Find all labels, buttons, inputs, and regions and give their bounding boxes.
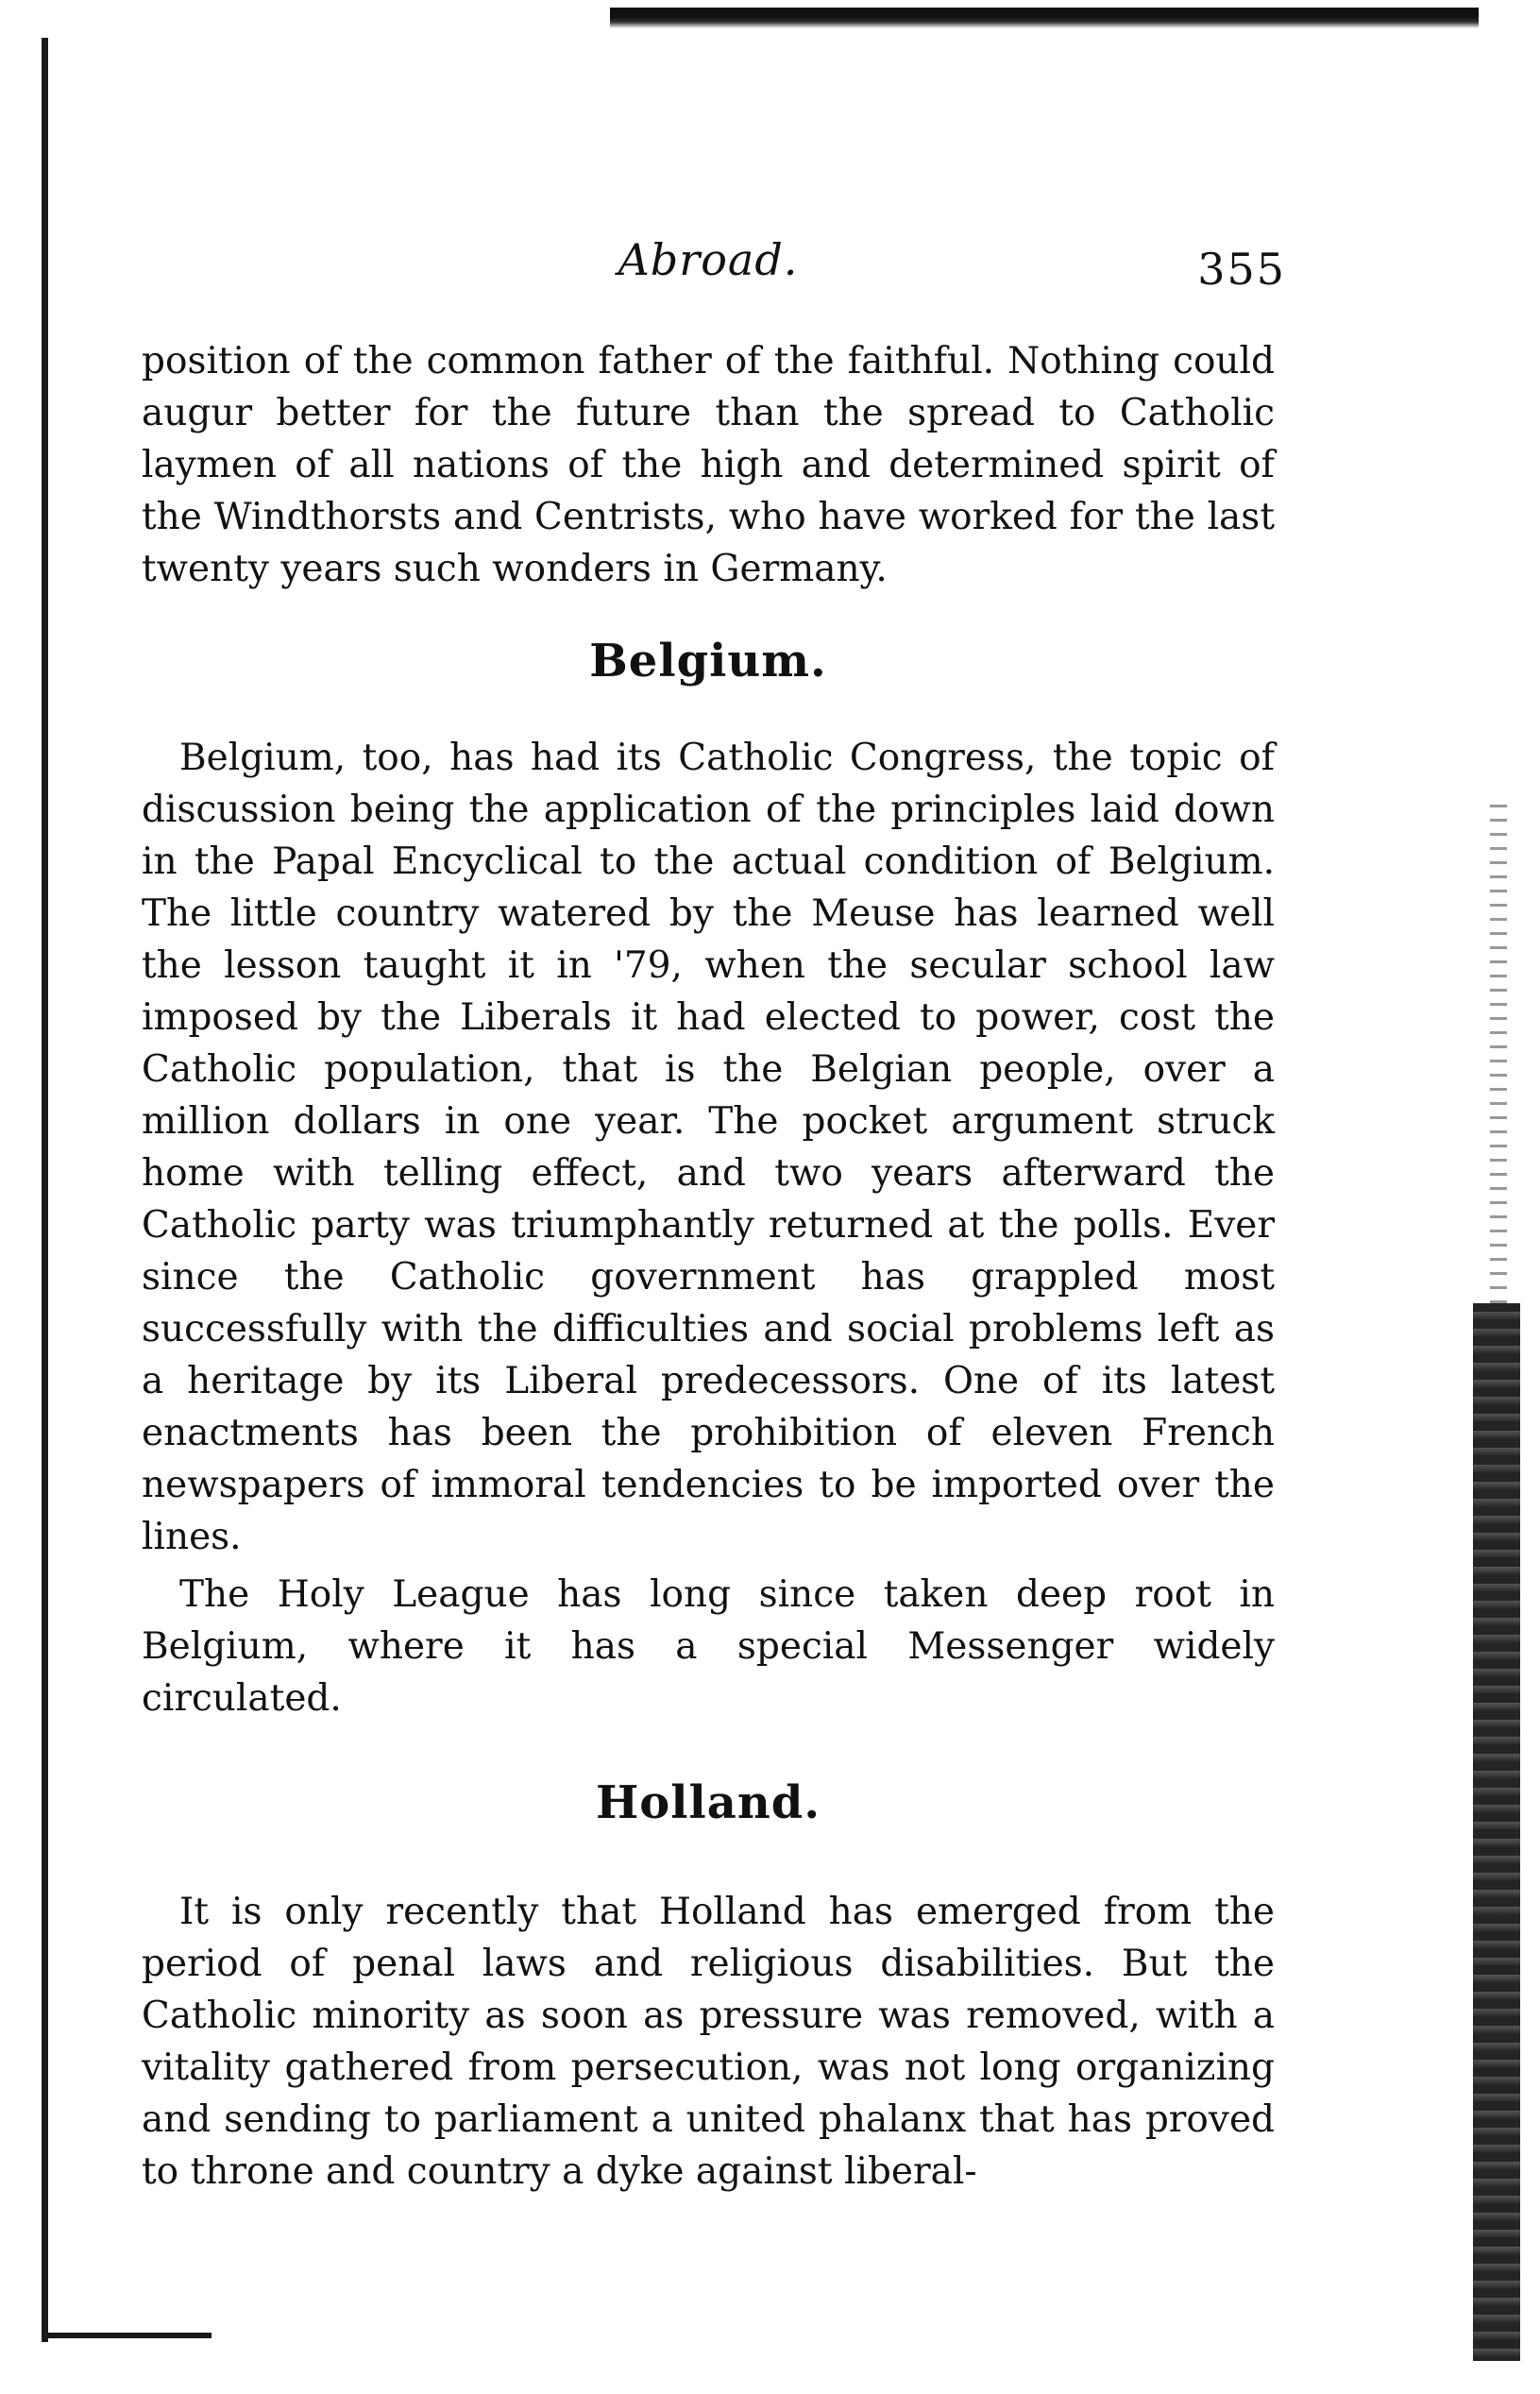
scan-border-right-faint <box>1490 793 1507 1303</box>
scan-border-top <box>610 8 1479 28</box>
section-heading-holland: Holland. <box>595 1776 821 1829</box>
paragraph-holland: It is only recently that Holland has emerged from the period of penal laws and religious disabilities. But the Catholic minority as soon as pressure was removed, with a vitality gathered from persecution, was not long organizing and sending to parliament a united phalanx that has proved to throne and country a dyke against liberal- <box>142 1891 1275 2193</box>
scan-border-left <box>42 38 48 2342</box>
paragraph-belgium-holy-league: The Holy League has long since taken deep root in Belgium, where it has a special Messenger widely circulated. <box>142 1573 1275 1720</box>
scan-border-bottom <box>42 2333 212 2338</box>
page-number: 355 <box>1197 244 1286 295</box>
running-title: Abroad. <box>618 234 799 285</box>
paragraph-belgium-congress: Belgium, too, has had its Catholic Congress, the topic of discussion being the application of the principles laid down in the Papal Encyclical to the actual condition of Belgium. The little country watered by the Meuse has learned well the lesson taught it in '79, when the secular school law imposed by the Liberals it had elected to power, cost the Catholic population, that is the Belgian people, over a million dollars in one year. The pocket argument struck home with telling effect, and two years afterward the Catholic party was triumphantly returned at the polls. Ever since the Catholic government has grappled most successfully with the difficulties and social problems left as a heritage by its Liberal predecessors. One of its latest enactments has been the prohibition of eleven French newspapers of immoral tendencies to be imported over the lines. <box>142 737 1275 1558</box>
scan-border-right <box>1473 1303 1520 2361</box>
paragraph-germany-continuation: position of the common father of the faithful. Nothing could augur better for the future than the spread to Catholic laymen of all nations of the high and determined spirit of the Windthorsts and Centrists, who have worked for the last twenty years such wonders in Germany. <box>142 340 1275 590</box>
page-body <box>142 335 1275 2198</box>
section-heading-belgium: Belgium. <box>589 635 827 688</box>
running-head <box>142 234 1286 310</box>
